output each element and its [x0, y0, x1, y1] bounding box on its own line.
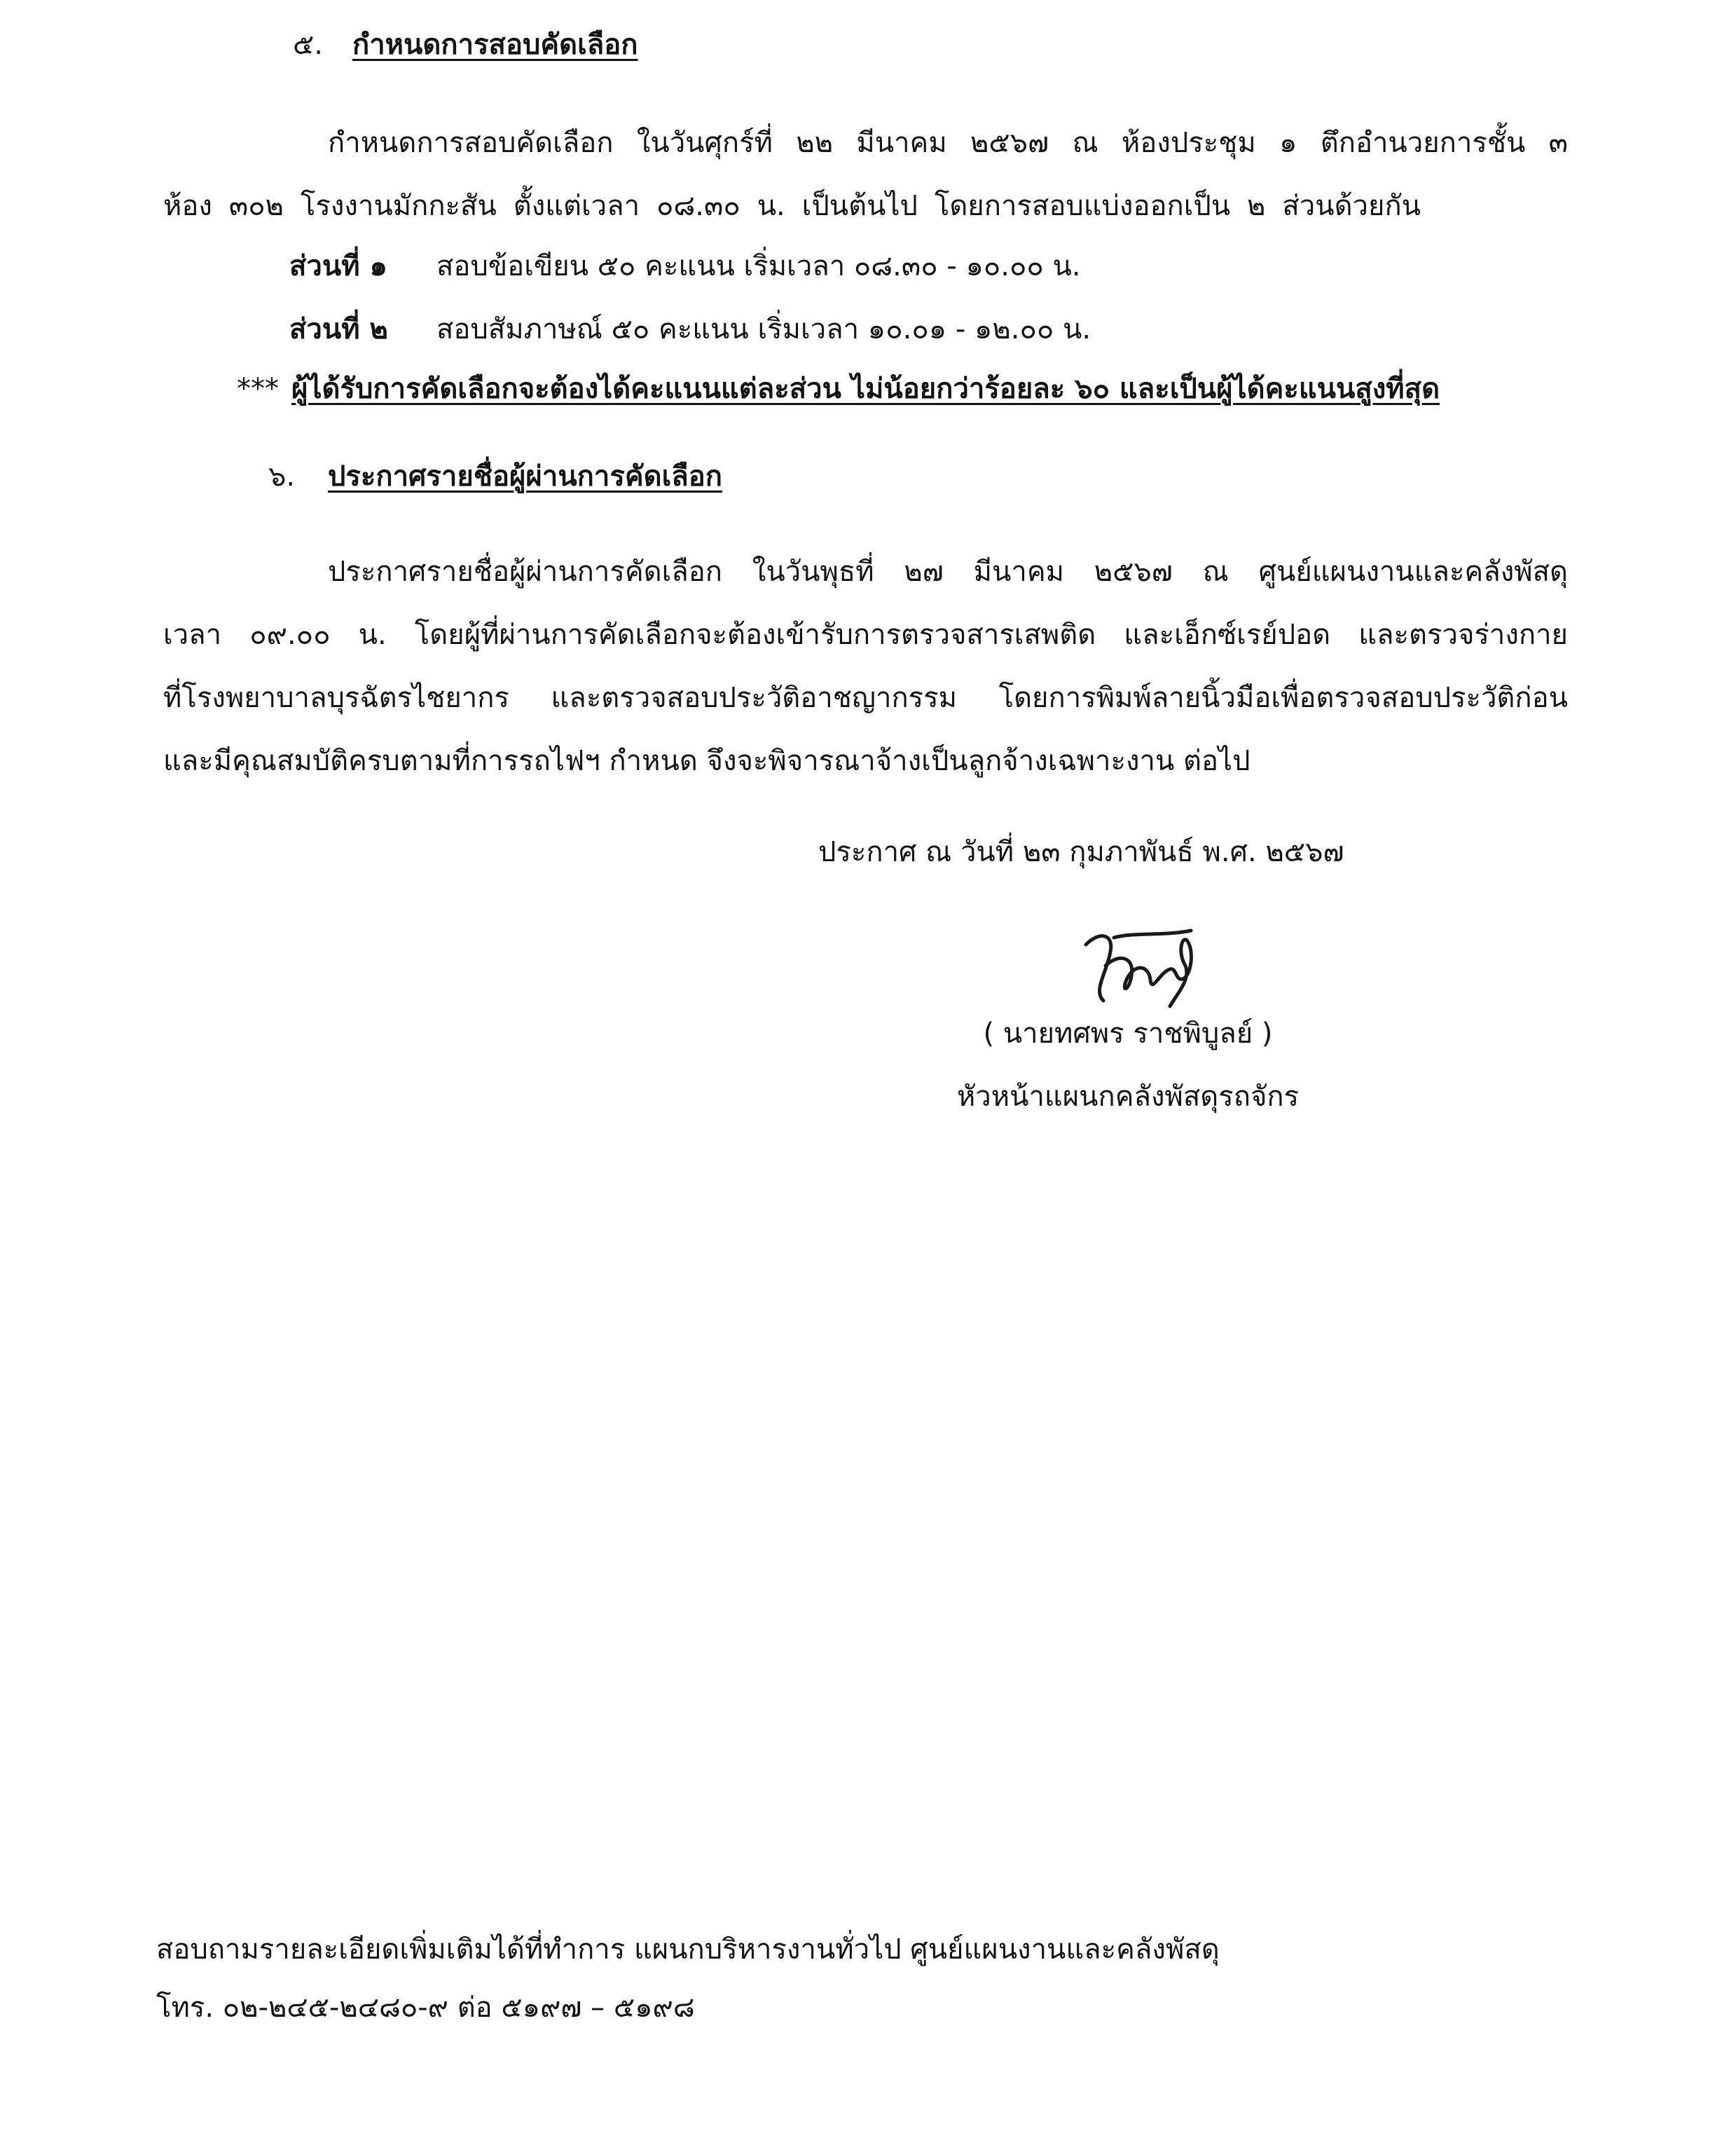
note-text: ผู้ได้รับการคัดเลือกจะต้องได้คะแนนแต่ละส่วน ไม่น้อยกว่าร้อยละ ๖๐ และเป็นผู้ได้คะแนนสูงที่สุด: [291, 373, 1440, 405]
section-5-paragraph-line-2: ห้อง ๓๐๒ โรงงานมักกะสัน ตั้งแต่เวลา ๐๘.๓๐ น. เป็นต้นไป โดยการสอบแบ่งออกเป็น ๒ ส่วนด้วยกัน: [163, 190, 1421, 222]
signature-scribble: [1072, 924, 1219, 1015]
section-6-paragraph-line-4: และมีคุณสมบัติครบตามที่การรถไฟฯ กำหนด จึงจะพิจารณาจ้างเป็นลูกจ้างเฉพาะงาน ต่อไป: [163, 745, 1251, 777]
footer-contact-line-1: สอบถามรายละเอียดเพิ่มเติมได้ที่ทำการ แผนกบริหารงานทั่วไป ศูนย์แผนงานและคลังพัสดุ: [156, 1933, 1220, 1966]
section-6-paragraph-line-2: เวลา ๐๙.๐๐ น. โดยผู้ที่ผ่านการคัดเลือกจะต้องเข้ารับการตรวจสารเสพติด และเอ็กซ์เรย์ปอด และตรวจร่างกาย: [163, 619, 1568, 651]
section-6-number: ๖.: [268, 460, 296, 493]
signer-position: หัวหน้าแผนกคลังพัสดุรถจักร: [956, 1081, 1300, 1113]
section-5-heading: [293, 24, 638, 66]
exam-part-1-text: สอบข้อเขียน ๕๐ คะแนน เริ่มเวลา ๐๘.๓๐ - ๑๐.๐๐ น.: [436, 250, 1081, 282]
exam-part-1-label: ส่วนที่ ๑: [289, 250, 387, 282]
footer-contact-line-2: โทร. ๐๒-๒๔๕-๒๔๘๐-๙ ต่อ ๕๑๙๗ – ๕๑๙๘: [156, 1992, 695, 2024]
section-5-paragraph-line-1: กำหนดการสอบคัดเลือก ในวันศุกร์ที่ ๒๒ มีนาคม ๒๕๖๗ ณ ห้องประชุม ๑ ตึกอำนวยการชั้น ๓: [328, 127, 1569, 159]
exam-part-2-label: ส่วนที่ ๒: [289, 313, 388, 345]
section-5-number: ๕.: [293, 29, 323, 61]
exam-part-1: [289, 245, 1081, 287]
announcement-date: ประกาศ ณ วันที่ ๒๓ กุมภาพันธ์ พ.ศ. ๒๕๖๗: [818, 836, 1344, 868]
selection-criteria-note: [237, 368, 1440, 410]
signature-image: [1072, 924, 1219, 1015]
signer-name: ( นายทศพร ราชพิบูลย์ ): [983, 1017, 1273, 1050]
note-stars: ***: [237, 373, 279, 405]
section-5-title: กำหนดการสอบคัดเลือก: [352, 29, 638, 61]
exam-part-2: [289, 308, 1091, 350]
signer-block: [925, 1013, 1331, 1118]
section-6-paragraph-line-3: ที่โรงพยาบาลบุรฉัตรไชยากร และตรวจสอบประวัติอาชญากรรม โดยการพิมพ์ลายนิ้วมือเพื่อตรวจสอบประวัติก่อน: [163, 682, 1568, 714]
section-6-heading: [268, 455, 722, 498]
section-6-paragraph-line-1: ประกาศรายชื่อผู้ผ่านการคัดเลือก ในวันพุธที่ ๒๗ มีนาคม ๒๕๖๗ ณ ศูนย์แผนงานและคลังพัสดุ: [328, 556, 1568, 588]
section-6-title: ประกาศรายชื่อผู้ผ่านการคัดเลือก: [328, 460, 722, 493]
exam-part-2-text: สอบสัมภาษณ์ ๕๐ คะแนน เริ่มเวลา ๑๐.๐๑ - ๑๒.๐๐ น.: [436, 313, 1091, 345]
